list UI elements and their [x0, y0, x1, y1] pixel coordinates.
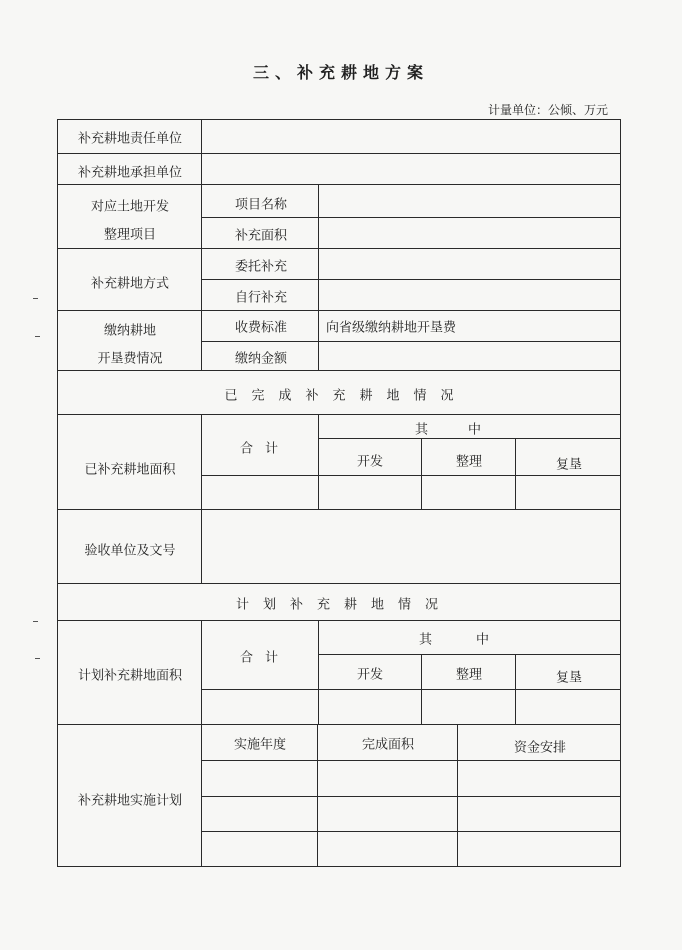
rule — [201, 796, 621, 797]
rule — [317, 724, 318, 867]
rule — [57, 153, 621, 154]
rule — [57, 583, 621, 584]
table-border-right — [620, 119, 621, 867]
completed-section-header: 已完成补充耕地情况 — [224, 388, 468, 404]
rule — [421, 438, 422, 510]
label-project-name: 项目名称 — [234, 197, 288, 213]
rule — [201, 119, 202, 371]
completed-develop: 开发 — [356, 454, 384, 470]
completed-area-label: 已补充耕地面积 — [84, 462, 176, 478]
rule — [201, 414, 202, 584]
planned-total: 合计 — [239, 650, 291, 666]
rule — [201, 279, 621, 280]
scan-mark — [33, 621, 38, 622]
label-self: 自行补充 — [234, 290, 288, 306]
label-method: 补充耕地方式 — [90, 276, 170, 292]
rule — [515, 654, 516, 725]
completed-arrange: 整理 — [455, 454, 483, 470]
completed-total: 合计 — [239, 441, 291, 457]
rule — [57, 620, 621, 621]
unit-note: 计量单位：公倾、万元 — [487, 103, 608, 117]
planned-develop: 开发 — [356, 667, 384, 683]
scan-mark — [35, 658, 40, 659]
rule — [318, 414, 319, 510]
label-fee-standard: 收费标准 — [234, 320, 288, 336]
rule — [57, 724, 621, 725]
rule — [201, 620, 202, 867]
planned-section-header: 计划补充耕地情况 — [235, 597, 453, 613]
acceptance-label: 验收单位及文号 — [84, 543, 176, 559]
planned-of-which: 其中 — [418, 632, 534, 648]
label-project-line1: 对应土地开发 — [90, 199, 170, 215]
scan-mark — [33, 298, 38, 299]
planned-area-label: 计划补充耕地面积 — [77, 668, 183, 684]
rule — [57, 370, 621, 371]
scan-mark — [35, 336, 40, 337]
label-responsible-unit: 补充耕地责任单位 — [77, 131, 183, 147]
rule — [57, 248, 621, 249]
label-undertaking-unit: 补充耕地承担单位 — [77, 165, 183, 181]
rule — [57, 310, 621, 311]
completed-reclaim: 复垦 — [555, 457, 583, 473]
rule — [201, 475, 621, 476]
impl-year-header: 实施年度 — [233, 737, 287, 753]
planned-reclaim: 复垦 — [555, 670, 583, 686]
label-fee-line2: 开垦费情况 — [97, 351, 163, 367]
rule — [201, 341, 621, 342]
rule — [201, 760, 621, 761]
impl-done-area-header: 完成面积 — [361, 737, 415, 753]
rule — [318, 184, 319, 371]
rule — [201, 831, 621, 832]
impl-plan-label: 补充耕地实施计划 — [77, 793, 183, 809]
table-border-top — [57, 119, 621, 120]
rule — [201, 217, 621, 218]
table-border-bottom — [57, 866, 621, 867]
rule — [318, 620, 319, 725]
rule — [318, 654, 621, 655]
table-border-left — [57, 119, 58, 867]
label-fee-amount: 缴纳金额 — [234, 351, 288, 367]
rule — [515, 438, 516, 510]
label-project-line2: 整理项目 — [103, 227, 157, 243]
label-supplement-area: 补充面积 — [234, 228, 288, 244]
label-fee-line1: 缴纳耕地 — [103, 323, 157, 339]
planned-arrange: 整理 — [455, 667, 483, 683]
rule — [57, 184, 621, 185]
rule — [318, 438, 621, 439]
rule — [57, 509, 621, 510]
rule — [421, 654, 422, 725]
page-title: 三、补充耕地方案 — [252, 63, 429, 82]
label-entrusted: 委托补充 — [234, 259, 288, 275]
rule — [457, 724, 458, 867]
rule — [201, 689, 621, 690]
rule — [57, 414, 621, 415]
completed-of-which: 其中 — [414, 422, 522, 438]
value-fee-standard: 向省级缴纳耕地开垦费 — [326, 320, 457, 336]
impl-funds-header: 资金安排 — [513, 740, 567, 756]
